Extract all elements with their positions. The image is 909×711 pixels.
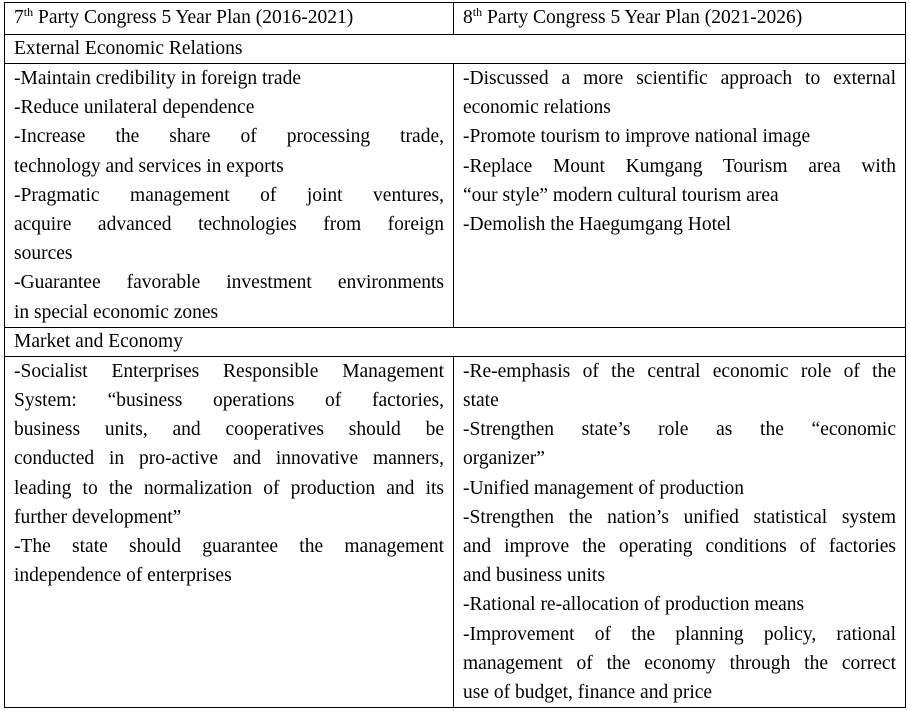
content-row-external <box>5 64 906 328</box>
header-left-cell <box>5 3 454 35</box>
text-line: and improve the operating conditions of factories <box>463 536 896 558</box>
header-right-number: 8 <box>463 7 473 28</box>
section-row-external <box>5 35 906 64</box>
text-line: economic relations <box>463 97 611 119</box>
text-line: -Maintain credibility in foreign trade <box>14 68 301 89</box>
text-line: -Improvement of the planning policy, rational <box>463 623 896 645</box>
text-line: -Unified management of production <box>463 477 745 499</box>
text-line: -Promote tourism to improve national image <box>463 126 811 148</box>
text-line: -Re-emphasis of the central economic role of the <box>463 360 896 382</box>
text-line: management of the economy through the correct <box>463 652 896 674</box>
external-left-text <box>14 64 444 327</box>
header-left-number: 7 <box>14 7 24 28</box>
text-line: -Replace Mount Kumgang Tourism area with <box>463 155 896 177</box>
text-line: use of budget, finance and price <box>463 682 713 704</box>
text-line: -Increase the share of processing trade, <box>14 126 444 148</box>
text-line: “our style” modern cultural tourism area <box>463 184 779 206</box>
text-line: -Strengthen state’s role as the “economic <box>463 419 896 441</box>
header-right-title: Party Congress 5 Year Plan (2021-2026) <box>482 7 803 28</box>
text-line: -Pragmatic management of joint ventures, <box>14 184 444 206</box>
external-left-cell <box>5 64 454 328</box>
external-right-text <box>463 64 896 239</box>
text-line: -Rational re-allocation of production means <box>463 594 805 616</box>
section-title-market: Market and Economy <box>5 327 906 356</box>
text-line: technology and services in exports <box>14 155 284 177</box>
text-line: acquire advanced technologies from foreign <box>14 214 444 236</box>
header-right-cell <box>454 3 906 35</box>
text-line: independence of enterprises <box>14 565 232 587</box>
text-line: in special economic zones <box>14 301 219 323</box>
text-line: -Socialist Enterprises Responsible Management <box>14 360 444 382</box>
comparison-table <box>4 2 906 708</box>
text-line: further development” <box>14 506 182 528</box>
external-right-cell <box>454 64 906 328</box>
market-left-text <box>14 357 444 591</box>
text-line: -Guarantee favorable investment environments <box>14 272 444 294</box>
section-title-external: External Economic Relations <box>5 35 906 64</box>
text-line: -Demolish the Haegumgang Hotel <box>463 214 732 236</box>
text-line: -Strengthen the nation’s unified statistical system <box>463 506 896 528</box>
text-line: and business units <box>463 565 605 587</box>
header-left-ordinal: th <box>23 5 34 19</box>
text-line: -Reduce unilateral dependence <box>14 97 255 119</box>
market-right-cell <box>454 356 906 707</box>
text-line: organizer” <box>463 448 545 470</box>
text-line: leading to the normalization of production and its <box>14 477 444 499</box>
text-line: -The state should guarantee the management <box>14 536 444 558</box>
header-left-title: Party Congress 5 Year Plan (2016-2021) <box>33 7 354 28</box>
header-right-ordinal: th <box>472 5 483 19</box>
header-row <box>5 3 906 35</box>
content-row-market <box>5 356 906 707</box>
section-row-market <box>5 327 906 356</box>
text-line: business units, and cooperatives should be <box>14 419 444 441</box>
text-line: state <box>463 390 499 412</box>
text-line: System: “business operations of factories, <box>14 390 444 412</box>
text-line: conducted in pro-active and innovative manners, <box>14 448 444 470</box>
text-line: -Discussed a more scientific approach to external <box>463 68 896 89</box>
market-right-text <box>463 357 896 707</box>
market-left-cell <box>5 356 454 707</box>
text-line: sources <box>14 243 73 265</box>
